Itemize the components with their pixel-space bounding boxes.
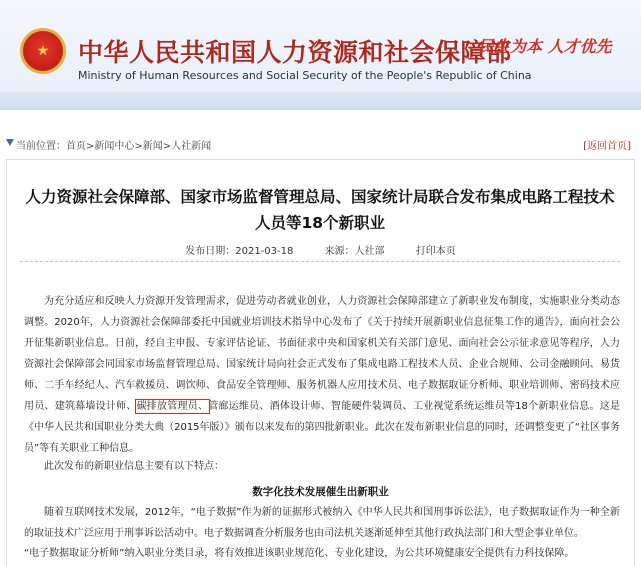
- back-home-link[interactable]: [返回首页]: [583, 141, 631, 152]
- site-title-cn[interactable]: 中华人民共和国人力资源和社会保障部: [78, 38, 512, 67]
- publish-date: 发布日期：2021-03-18: [185, 246, 294, 257]
- article-title: 人力资源社会保障部、国家市场监督管理总局、国家统计局联合发布集成电路工程技术人员等18个新职业: [25, 188, 615, 232]
- article-source: 来源：人社部: [324, 246, 385, 257]
- paragraph-3: 随着互联网技术发展，2012年，“电子数据”作为新的证据形式被纳入《中华人民共和国刑事诉讼法》，电子数据取证作为一种全新的取证技术广泛应用于刑事诉讼活动中。电子数据调查分析服务也由司法机关逐渐延伸至其他行政执法部门和大型企事业单位。: [24, 507, 620, 539]
- breadcrumb: [0, 133, 641, 155]
- article-meta: [0, 242, 641, 257]
- breadcrumb-arrow-icon: [6, 139, 14, 146]
- site-header: [0, 0, 641, 110]
- paragraph-4: “电子数据取证分析师”纳入职业分类目录，将有效推进该职业规范化、专业化建设，为公共环境健康安全提供有力科技保障。: [24, 548, 575, 559]
- paragraph-1: 为充分适应和反映人力资源开发管理需求，促进劳动者就业创业，人力资源社会保障部建立了新职业发布制度，实施职业分类动态调整。2020年，人力资源社会保障部委托中国就业培训技术指导中心发布了《关于持续开展新职业信息征集工作的通告》，面向社会公开征集新职业信息。日前，经自主申报、专家评估论证、书面征求中央和国家机关有关部门意见、面向社会公示征求意见等程序，人力资源社会保障部会同国家市场监督管理总局、国家统计局向社会正式发布了集成电路工程技术人员、企业合规师、公司金融顾问、易货师、二手车经纪人、汽车救援员、调饮师、食品安全管理师、服务机器人应用技术员、电子数据取证分析师、职业培训师、密码技术应用员、建筑幕墙设计师、碳排放管理员、管廊运维员、酒体设计师、智能硬件装调员、工业视觉系统运维员等18个新职业信息。这是《中华人民共和国职业分类大典（2015年版）》颁布以来发布的第四批新职业。此次在发布新职业信息的同时，还调整变更了“社区事务员”等有关职业工种信息。: [24, 296, 621, 454]
- breadcrumb-path[interactable]: 首页>新闻中心>新闻>人社新闻: [66, 141, 212, 152]
- site-title-en: Ministry of Human Resources and Social Security of the People's Republic of China: [78, 69, 532, 82]
- print-button[interactable]: 打印本页: [415, 246, 456, 257]
- breadcrumb-label: 当前位置：: [16, 141, 66, 152]
- highlighted-occupation: 碳排放管理员、: [136, 401, 209, 412]
- national-emblem-icon[interactable]: ★: [20, 28, 66, 74]
- great-wall-banner: [0, 92, 641, 110]
- slogan: 民生为本 人才优先: [478, 37, 612, 56]
- paragraph-2: 此次发布的新职业信息主要有以下特点：: [44, 461, 224, 472]
- divider: [20, 261, 620, 262]
- section-subheading: 数字化技术发展催生出新职业: [252, 486, 389, 498]
